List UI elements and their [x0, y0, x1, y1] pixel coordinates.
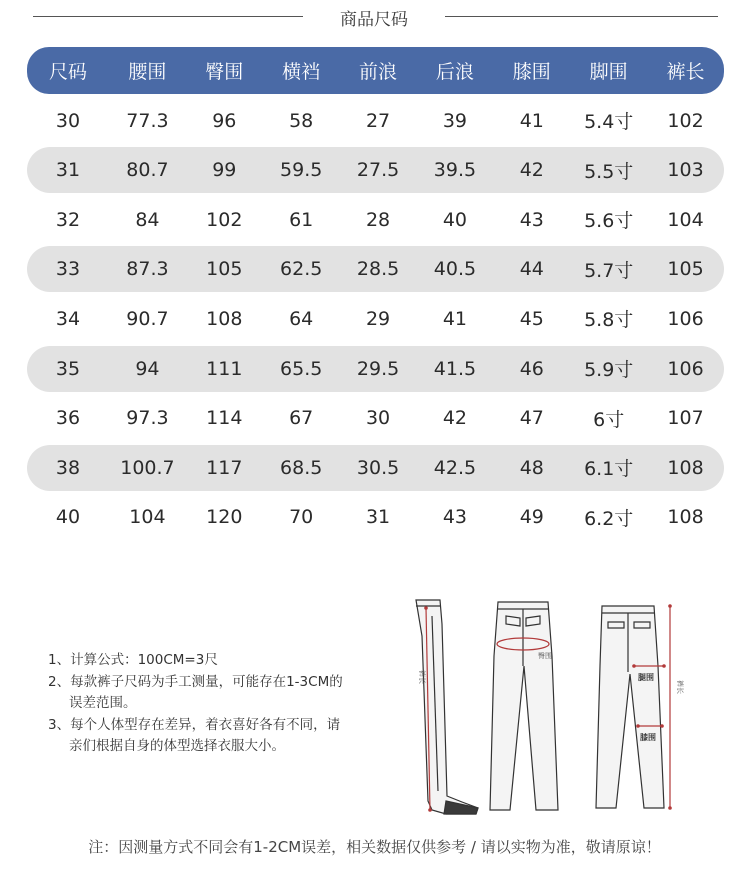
table-cell: 48 — [519, 456, 544, 479]
table-cell: 38 — [55, 456, 81, 479]
table-cell: 33 — [55, 258, 81, 281]
table-cell: 31 — [55, 159, 81, 182]
hip-label: 臀围 — [538, 652, 552, 660]
table-row — [27, 197, 724, 243]
note-line: 1、计算公式：100CM=3尺 — [48, 652, 218, 668]
table-cell: 104 — [667, 208, 704, 231]
table-cell: 62.5 — [280, 258, 323, 281]
table-cell: 106 — [667, 307, 704, 330]
table-cell: 5.5寸 — [584, 160, 634, 183]
table-cell: 40.5 — [433, 258, 477, 281]
table-cell: 106 — [667, 357, 704, 380]
header-cell: 前浪 — [359, 61, 398, 83]
note-line: 2、每款裤子尺码为手工测量，可能存在1-3CM的 — [48, 673, 343, 690]
table-cell: 44 — [519, 258, 544, 281]
note-line: 亲们根据自身的体型选择衣服大小。 — [69, 738, 285, 754]
table-cell: 49 — [519, 506, 544, 529]
table-cell: 108 — [667, 456, 704, 479]
table-cell: 28 — [365, 208, 391, 231]
table-cell: 29.5 — [356, 357, 400, 380]
table-cell: 43 — [442, 506, 468, 529]
thigh-label: 腿围 — [638, 673, 654, 682]
pants-back-view — [490, 602, 558, 810]
header-cell: 腰围 — [128, 61, 167, 83]
table-cell: 39 — [442, 109, 468, 132]
pants-side-view — [416, 600, 478, 814]
table-cell: 68.5 — [280, 456, 323, 479]
table-cell: 5.9寸 — [584, 359, 634, 382]
table-cell: 102 — [667, 109, 704, 132]
table-cell: 58 — [289, 109, 314, 132]
table-cell: 64 — [289, 307, 314, 330]
table-cell: 96 — [212, 109, 237, 132]
header-cell: 裤长 — [666, 61, 705, 83]
table-cell: 70 — [289, 506, 314, 529]
table-cell: 105 — [206, 258, 243, 281]
knee-label: 膝围 — [640, 733, 656, 742]
table-row — [27, 296, 724, 342]
table-cell: 120 — [206, 506, 243, 529]
table-cell: 46 — [519, 357, 544, 380]
table-cell: 39.5 — [433, 159, 477, 182]
length-measure-line-right — [668, 604, 685, 810]
table-cell: 43 — [519, 208, 544, 231]
table-cell: 90.7 — [126, 307, 169, 330]
length-label-left: 裤长 — [418, 670, 426, 684]
table-cell: 42 — [442, 407, 468, 430]
table-row — [27, 147, 724, 193]
note-line: 误差范围。 — [69, 695, 137, 711]
table-cell: 108 — [667, 506, 704, 529]
table-cell: 40 — [55, 506, 81, 529]
table-cell: 111 — [206, 357, 243, 380]
table-cell: 107 — [667, 407, 704, 430]
table-cell: 5.8寸 — [584, 309, 634, 332]
table-cell: 94 — [135, 357, 160, 380]
table-cell: 36 — [55, 407, 81, 430]
footer-disclaimer: 注：因测量方式不同会有1-2CM误差，相关数据仅供参考 / 请以实物为准，敬请原谅！ — [88, 838, 661, 856]
table-cell: 117 — [206, 456, 243, 479]
table-cell: 27 — [365, 109, 391, 132]
table-cell: 87.3 — [126, 258, 169, 281]
header-cell: 尺码 — [48, 61, 87, 83]
table-cell: 45 — [519, 307, 544, 330]
header-cell: 横裆 — [282, 61, 321, 83]
header-cell: 后浪 — [435, 61, 474, 83]
table-cell: 31 — [365, 506, 391, 529]
table-cell: 6寸 — [593, 408, 625, 431]
note-line: 3、每个人体型存在差异，着衣喜好各有不同，请 — [48, 716, 341, 733]
table-row — [27, 246, 724, 292]
title-divider-left — [33, 16, 303, 17]
table-cell: 41 — [519, 109, 544, 132]
table-cell: 42.5 — [433, 456, 477, 479]
header-cell: 脚围 — [589, 61, 628, 83]
table-row — [27, 98, 724, 144]
table-cell: 61 — [289, 208, 314, 231]
table-cell: 41.5 — [433, 357, 477, 380]
pants-measurement-diagram — [402, 596, 698, 824]
table-cell: 84 — [135, 208, 160, 231]
table-cell: 102 — [206, 208, 243, 231]
table-cell: 80.7 — [126, 159, 169, 182]
table-cell: 29 — [365, 307, 391, 330]
length-label-right: 裤长 — [676, 680, 684, 694]
table-row — [27, 494, 724, 540]
table-cell: 59.5 — [280, 159, 323, 182]
table-cell: 30 — [365, 407, 391, 430]
title-divider-right — [445, 16, 718, 17]
table-cell: 47 — [519, 407, 544, 430]
table-cell: 32 — [55, 208, 81, 231]
table-cell: 105 — [667, 258, 704, 281]
table-cell: 5.4寸 — [584, 111, 634, 134]
size-notes — [48, 650, 378, 758]
table-row — [27, 445, 724, 491]
table-cell: 108 — [206, 307, 243, 330]
table-cell: 27.5 — [356, 159, 400, 182]
table-cell: 6.2寸 — [584, 507, 634, 530]
pants-front-view — [596, 606, 664, 808]
table-cell: 41 — [442, 307, 468, 330]
table-header-row — [27, 47, 724, 94]
table-cell: 97.3 — [126, 407, 169, 430]
table-cell: 99 — [212, 159, 237, 182]
size-table — [27, 47, 724, 544]
page-title: 商品尺码 — [340, 10, 408, 30]
table-cell: 35 — [55, 357, 81, 380]
table-cell: 28.5 — [356, 258, 400, 281]
table-cell: 40 — [442, 208, 468, 231]
header-cell: 膝围 — [512, 61, 551, 83]
table-cell: 6.1寸 — [584, 458, 634, 481]
table-cell: 65.5 — [280, 357, 323, 380]
table-cell: 5.7寸 — [584, 259, 634, 282]
table-cell: 103 — [667, 159, 704, 182]
table-cell: 30 — [55, 109, 81, 132]
table-cell: 114 — [206, 407, 243, 430]
table-cell: 42 — [519, 159, 544, 182]
table-cell: 34 — [55, 307, 81, 330]
table-row — [27, 346, 724, 392]
table-cell: 5.6寸 — [584, 210, 634, 233]
table-row — [27, 395, 724, 441]
table-cell: 100.7 — [120, 456, 175, 479]
header-cell: 臀围 — [205, 61, 244, 83]
table-cell: 30.5 — [356, 456, 400, 479]
table-cell: 77.3 — [126, 109, 169, 132]
table-body — [27, 98, 724, 541]
table-cell: 104 — [129, 506, 166, 529]
table-cell: 67 — [289, 407, 314, 430]
title-row — [0, 0, 749, 36]
